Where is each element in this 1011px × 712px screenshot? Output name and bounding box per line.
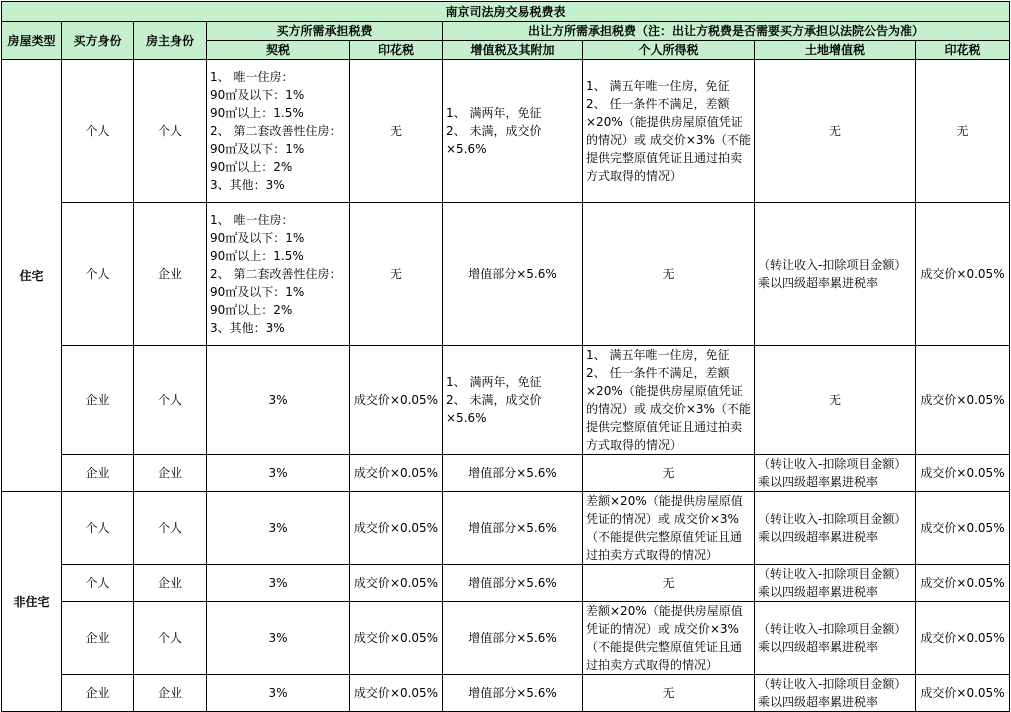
table-row xyxy=(2,492,1010,565)
seller-stamp-cell: 无 xyxy=(916,60,1010,203)
owner-cell: 个人 xyxy=(134,60,207,203)
seller-stamp-cell: 成交价×0.05% xyxy=(916,455,1010,492)
table-row xyxy=(2,675,1010,712)
vat-cell: 增值部分×5.6% xyxy=(443,455,583,492)
header-buyer-fees: 买方所需承担税费 xyxy=(207,22,443,41)
vat-cell: 1、 满两年，免征 2、 未满，成交价×5.6% xyxy=(443,60,583,203)
land-vat-cell: （转让收入-扣除项目金额）乘以四级超率累进税率 xyxy=(755,492,916,565)
seller-stamp-cell: 成交价×0.05% xyxy=(916,602,1010,675)
seller-stamp-cell: 成交价×0.05% xyxy=(916,565,1010,602)
header-buyer-identity: 买方身份 xyxy=(62,22,134,60)
income-tax-cell: 差额×20%（能提供房屋原值凭证的情况）或 成交价×3%（不能提供完整原值凭证且通过拍卖方式取得的情况） xyxy=(583,492,755,565)
land-vat-cell: （转让收入-扣除项目金额）乘以四级超率累进税率 xyxy=(755,203,916,346)
vat-cell: 增值部分×5.6% xyxy=(443,675,583,712)
table-row xyxy=(2,455,1010,492)
buyer-stamp-cell: 成交价×0.05% xyxy=(350,455,443,492)
income-tax-cell: 1、 满五年唯一住房，免征 2、 任一条件不满足，差额×20%（能提供房屋原值凭证的情况）或 成交价×3%（不能提供完整原值凭证且通过拍卖方式取得的情况） xyxy=(583,346,755,455)
group-residential: 住宅 xyxy=(2,60,62,492)
vat-cell: 增值部分×5.6% xyxy=(443,492,583,565)
deed-tax-cell: 3% xyxy=(207,492,350,565)
owner-cell: 企业 xyxy=(134,455,207,492)
table-row xyxy=(2,203,1010,346)
land-vat-cell: 无 xyxy=(755,60,916,203)
income-tax-cell: 差额×20%（能提供房屋原值凭证的情况）或 成交价×3%（不能提供完整原值凭证且通过拍卖方式取得的情况） xyxy=(583,602,755,675)
group-non-residential: 非住宅 xyxy=(2,492,62,712)
deed-tax-cell: 1、 唯一住房： 90㎡及以下：1% 90㎡以上：1.5% 2、 第二套改善性住房： 90㎡及以下：1% 90㎡以上：2% 3、其他：3% xyxy=(207,203,350,346)
buyer-stamp-cell: 成交价×0.05% xyxy=(350,565,443,602)
header-vat: 增值税及其附加 xyxy=(443,41,583,60)
buyer-stamp-cell: 成交价×0.05% xyxy=(350,675,443,712)
land-vat-cell: （转让收入-扣除项目金额）乘以四级超率累进税率 xyxy=(755,455,916,492)
header-income-tax: 个人所得税 xyxy=(583,41,755,60)
deed-tax-cell: 1、 唯一住房： 90㎡及以下：1% 90㎡以上：1.5% 2、 第二套改善性住房： 90㎡及以下：1% 90㎡以上：2% 3、其他：3% xyxy=(207,60,350,203)
buyer-stamp-cell: 无 xyxy=(350,60,443,203)
buyer-cell: 个人 xyxy=(62,203,134,346)
seller-stamp-cell: 成交价×0.05% xyxy=(916,675,1010,712)
buyer-cell: 个人 xyxy=(62,60,134,203)
vat-cell: 1、 满两年，免征 2、 未满，成交价×5.6% xyxy=(443,346,583,455)
land-vat-cell: 无 xyxy=(755,346,916,455)
owner-cell: 个人 xyxy=(134,346,207,455)
buyer-cell: 企业 xyxy=(62,675,134,712)
header-deed-tax: 契税 xyxy=(207,41,350,60)
table-row xyxy=(2,346,1010,455)
income-tax-cell: 无 xyxy=(583,455,755,492)
income-tax-cell: 无 xyxy=(583,565,755,602)
deed-tax-cell: 3% xyxy=(207,675,350,712)
vat-cell: 增值部分×5.6% xyxy=(443,565,583,602)
header-buyer-stamp-tax: 印花税 xyxy=(350,41,443,60)
header-seller-fees: 出让方所需承担税费（注：出让方税费是否需要买方承担以法院公告为准） xyxy=(443,22,1010,41)
vat-cell: 增值部分×5.6% xyxy=(443,602,583,675)
income-tax-cell: 1、 满五年唯一住房，免征 2、 任一条件不满足，差额×20%（能提供房屋原值凭证的情况）或 成交价×3%（不能提供完整原值凭证且通过拍卖方式取得的情况） xyxy=(583,60,755,203)
vat-cell: 增值部分×5.6% xyxy=(443,203,583,346)
deed-tax-cell: 3% xyxy=(207,346,350,455)
owner-cell: 企业 xyxy=(134,203,207,346)
buyer-cell: 企业 xyxy=(62,602,134,675)
seller-stamp-cell: 成交价×0.05% xyxy=(916,203,1010,346)
buyer-stamp-cell: 成交价×0.05% xyxy=(350,346,443,455)
header-land-vat: 土地增值税 xyxy=(755,41,916,60)
deed-tax-cell: 3% xyxy=(207,565,350,602)
land-vat-cell: （转让收入-扣除项目金额）乘以四级超率累进税率 xyxy=(755,565,916,602)
land-vat-cell: （转让收入-扣除项目金额）乘以四级超率累进税率 xyxy=(755,675,916,712)
seller-stamp-cell: 成交价×0.05% xyxy=(916,492,1010,565)
header-house-type: 房屋类型 xyxy=(2,22,62,60)
deed-tax-cell: 3% xyxy=(207,455,350,492)
income-tax-cell: 无 xyxy=(583,203,755,346)
seller-stamp-cell: 成交价×0.05% xyxy=(916,346,1010,455)
table-row xyxy=(2,60,1010,203)
tax-fee-table xyxy=(1,1,1010,712)
table-row xyxy=(2,602,1010,675)
deed-tax-cell: 3% xyxy=(207,602,350,675)
table-title: 南京司法房交易税费表 xyxy=(2,2,1010,22)
owner-cell: 企业 xyxy=(134,675,207,712)
buyer-cell: 个人 xyxy=(62,492,134,565)
income-tax-cell: 无 xyxy=(583,675,755,712)
header-owner-identity: 房主身份 xyxy=(134,22,207,60)
header-seller-stamp-tax: 印花税 xyxy=(916,41,1010,60)
table-row xyxy=(2,565,1010,602)
buyer-stamp-cell: 无 xyxy=(350,203,443,346)
buyer-cell: 企业 xyxy=(62,455,134,492)
buyer-cell: 个人 xyxy=(62,565,134,602)
owner-cell: 个人 xyxy=(134,602,207,675)
owner-cell: 个人 xyxy=(134,492,207,565)
buyer-stamp-cell: 成交价×0.05% xyxy=(350,492,443,565)
buyer-cell: 企业 xyxy=(62,346,134,455)
owner-cell: 企业 xyxy=(134,565,207,602)
buyer-stamp-cell: 成交价×0.05% xyxy=(350,602,443,675)
land-vat-cell: （转让收入-扣除项目金额）乘以四级超率累进税率 xyxy=(755,602,916,675)
